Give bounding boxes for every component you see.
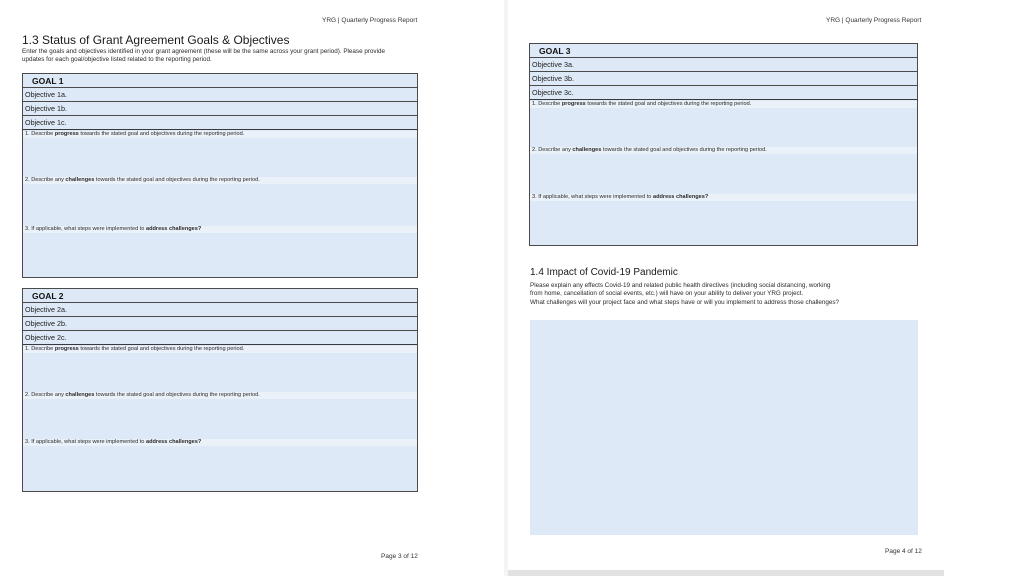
intro-line: What challenges will your project face and what steps have or will you implement to address those challenges? xyxy=(530,298,840,306)
question-address-challenges: 3. If applicable, what steps were implemented to address challenges? xyxy=(532,194,709,200)
objective-field[interactable]: Objective 2b. xyxy=(23,317,417,331)
objective-field[interactable]: Objective 3a. xyxy=(530,58,917,72)
horizontal-scrollbar[interactable] xyxy=(508,570,944,576)
section-title-covid: 1.4 Impact of Covid-19 Pandemic xyxy=(530,267,678,278)
goal-2-box xyxy=(22,288,418,492)
section-title-goals: 1.3 Status of Grant Agreement Goals & Objectives xyxy=(22,33,290,47)
objective-field[interactable]: Objective 3c. xyxy=(530,86,917,100)
question-progress: 1. Describe progress towards the stated goal and objectives during the reporting period. xyxy=(532,101,752,107)
goal-1-box xyxy=(22,73,418,278)
objective-field[interactable]: Objective 1a. xyxy=(23,88,417,102)
goal-3-box xyxy=(529,43,918,246)
question-progress: 1. Describe progress towards the stated goal and objectives during the reporting period. xyxy=(25,131,245,137)
question-address-challenges: 3. If applicable, what steps were implemented to address challenges? xyxy=(25,439,202,445)
objective-field[interactable]: Objective 3b. xyxy=(530,72,917,86)
objective-field[interactable]: Objective 1c. xyxy=(23,116,417,130)
question-progress: 1. Describe progress towards the stated goal and objectives during the reporting period. xyxy=(25,346,245,352)
goal-response-area[interactable] xyxy=(530,100,917,246)
goal-title: GOAL 1 xyxy=(23,74,417,88)
goal-title: GOAL 2 xyxy=(23,289,417,303)
question-challenges: 2. Describe any challenges towards the stated goal and objectives during the reporting period. xyxy=(25,177,260,183)
goal-response-area[interactable] xyxy=(23,130,417,278)
page-number: Page 3 of 12 xyxy=(381,553,418,560)
section-intro xyxy=(22,48,422,65)
section-intro xyxy=(530,282,920,307)
question-address-challenges: 3. If applicable, what steps were implemented to address challenges? xyxy=(25,226,202,232)
intro-line: Enter the goals and objectives identified in your grant agreement (these will be the same across your grant period). Please provide xyxy=(22,48,385,55)
question-challenges: 2. Describe any challenges towards the stated goal and objectives during the reporting period. xyxy=(532,147,767,153)
page-header: YRG | Quarterly Progress Report xyxy=(322,17,418,24)
page-number: Page 4 of 12 xyxy=(885,548,922,555)
covid-response-field[interactable] xyxy=(530,320,918,535)
objective-field[interactable]: Objective 2c. xyxy=(23,331,417,345)
intro-line: updates for each goal/objective listed related to the reporting period. xyxy=(22,56,212,64)
page-header: YRG | Quarterly Progress Report xyxy=(826,17,922,24)
objective-field[interactable]: Objective 1b. xyxy=(23,102,417,116)
question-challenges: 2. Describe any challenges towards the stated goal and objectives during the reporting period. xyxy=(25,392,260,398)
goal-title: GOAL 3 xyxy=(530,44,917,58)
goal-response-area[interactable] xyxy=(23,345,417,492)
objective-field[interactable]: Objective 2a. xyxy=(23,303,417,317)
intro-line: from home, cancellation of social events, etc.) will have on your ability to deliver your YRG project. xyxy=(530,290,804,298)
intro-line: Please explain any effects Covid-19 and related public health directives (including social distancing, working xyxy=(530,282,831,289)
